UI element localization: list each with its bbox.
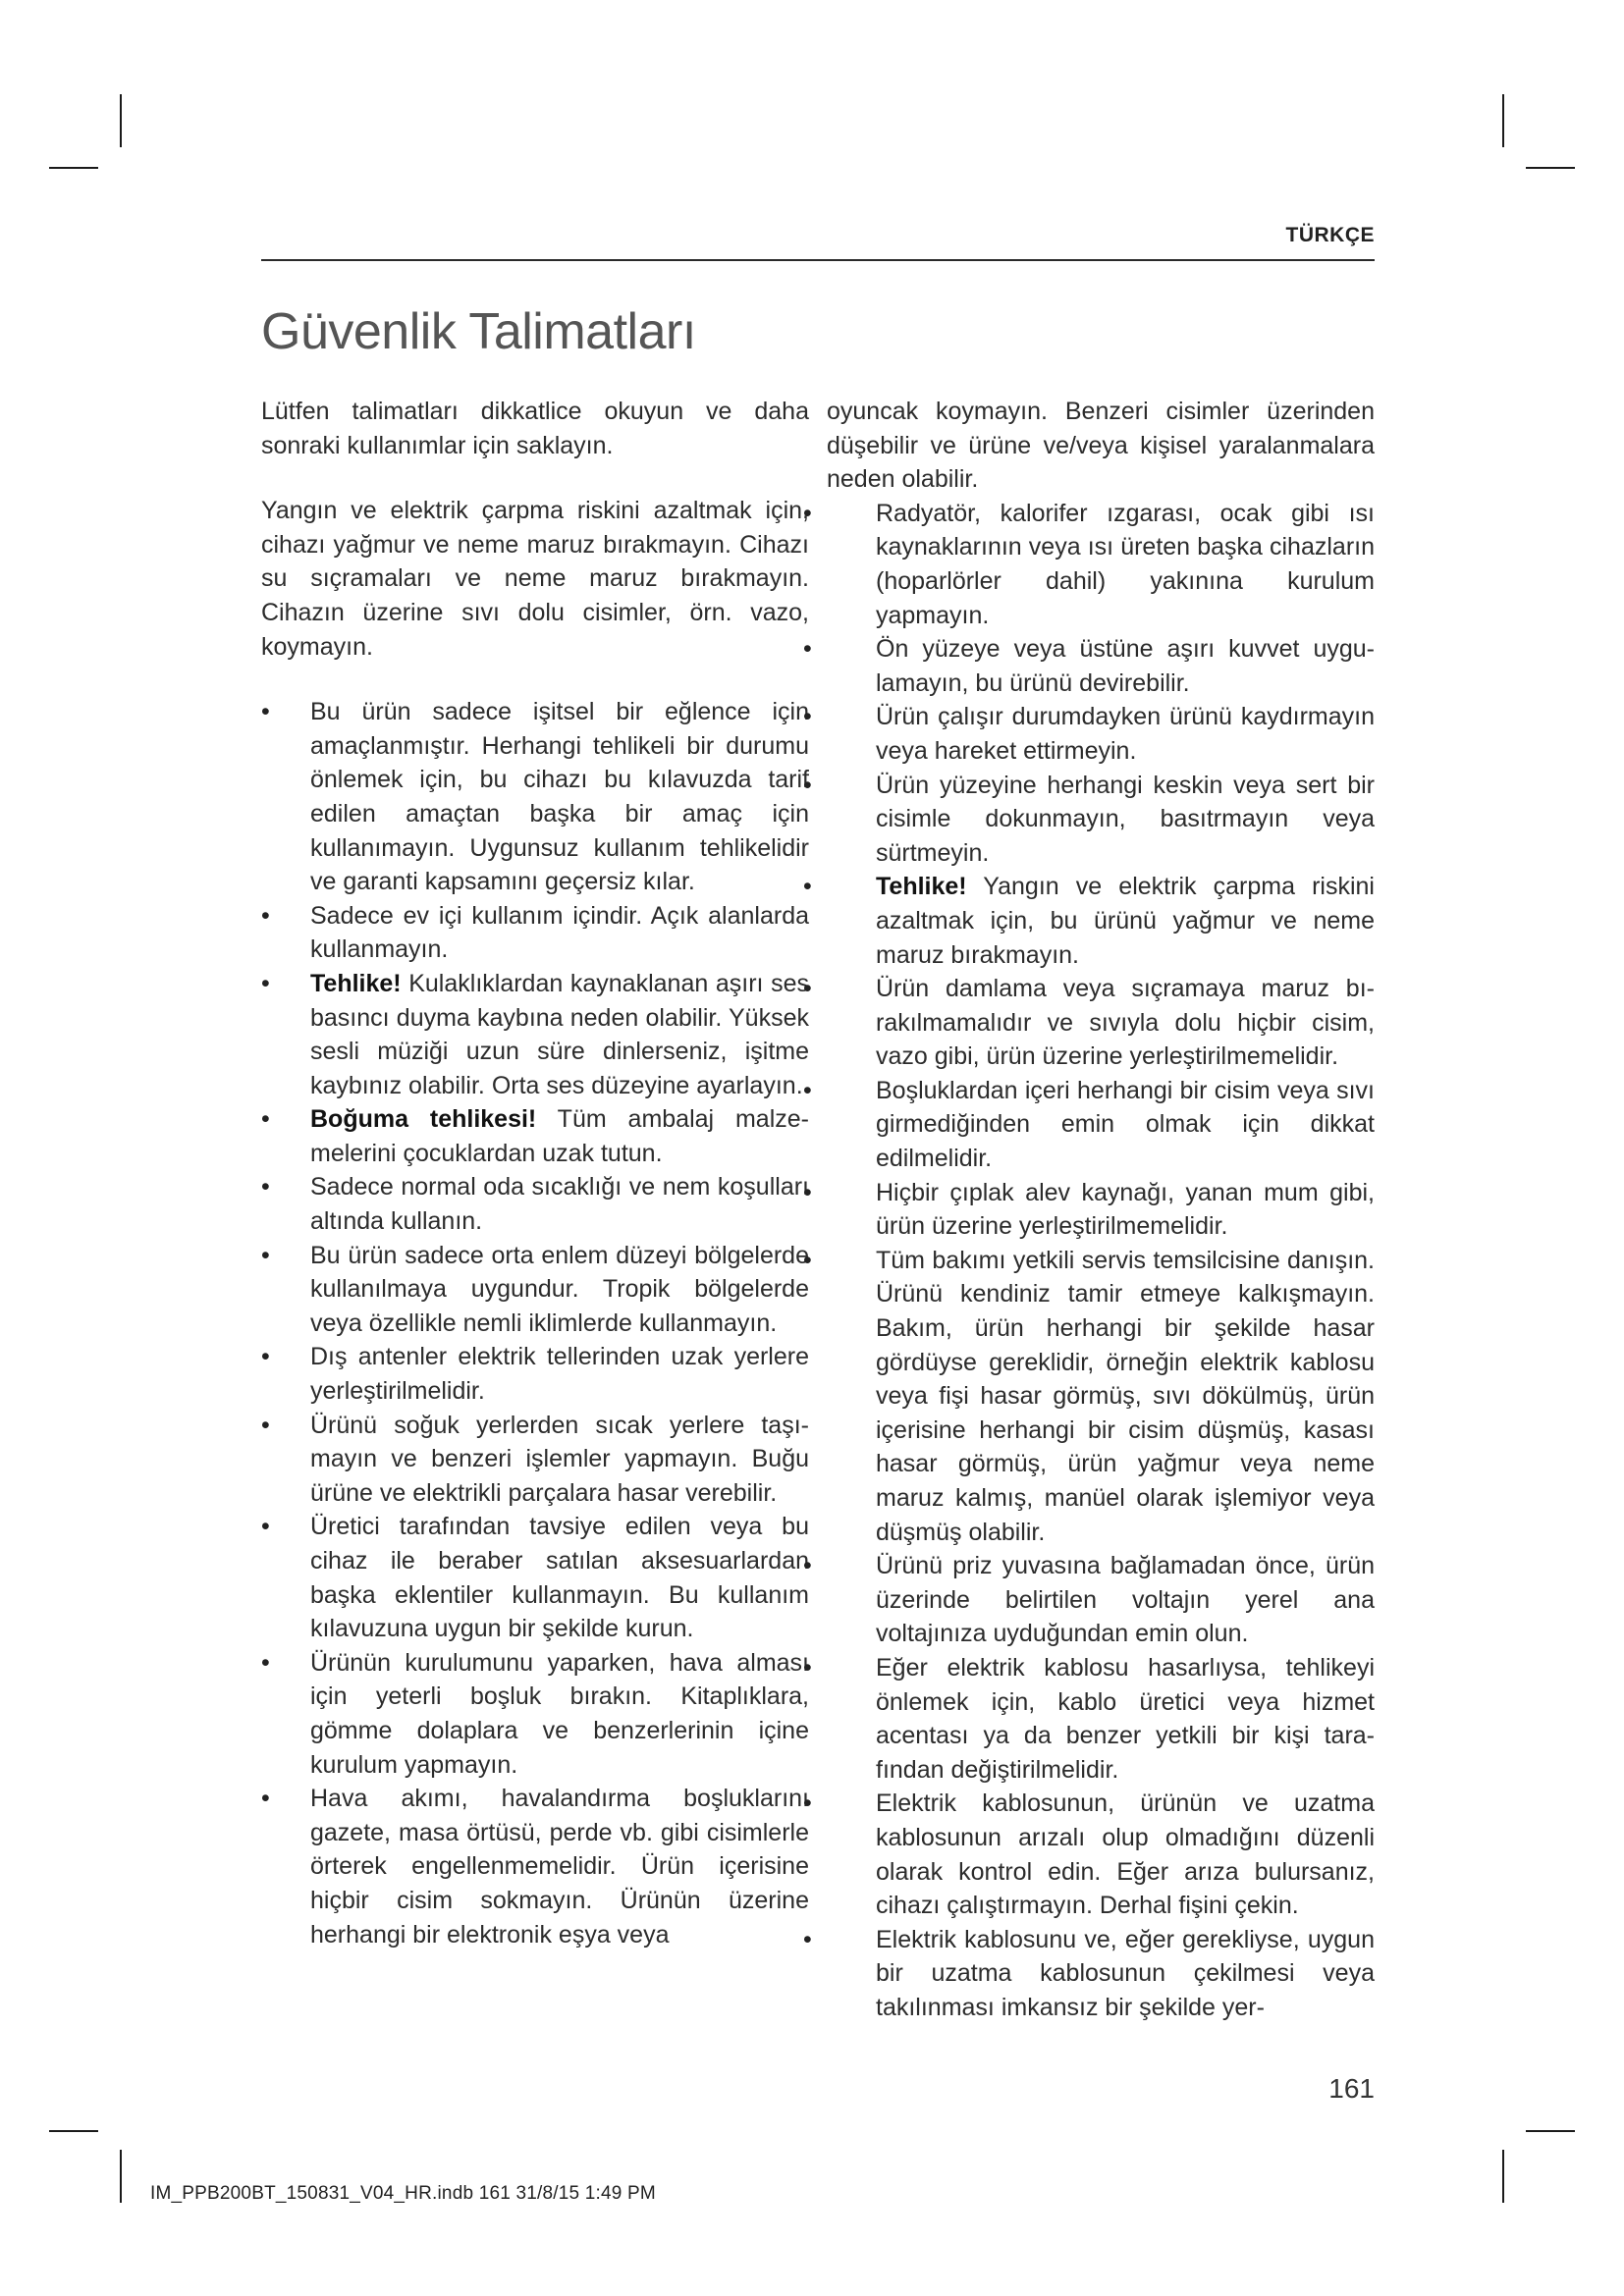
list-item-text: Hiçbir çıplak alev kaynağı, yanan mum gibi, ürün üzerine yerleştirilmemelidir. [876,1178,1375,1241]
list-item-text: Sadece ev içi kullanım içindir. Açık alanlarda kullanmayın. [310,901,809,964]
warning-label: Tehlike! [876,873,967,901]
list-item-text: Hava akımı, havalandırma boşluklarını gazete, masa örtüsü, perde vb. gibi cisimlerle örterek engellenmemelidir. Ürün içerisine hiçbir cisim sokmayın. Ürünün üzerine herhangi bir elektronik eşya veya [310,1785,809,1949]
list-item [827,1244,1375,1549]
list-item-text: Bu ürün sadece işitsel bir eğlence için amaçlanmıştır. Herhangi tehlikeli bir durumu önlemek için, bu cihazı bu kılavuzda tarif edilen amaçtan başka bir amaç için kullanımayın. Uygunsuz kullanım tehlikelidir ve garanti kapsamını geçersiz kılar. [310,698,809,896]
list-item [827,870,1375,972]
list-item [261,1409,809,1511]
intro-paragraph: Lütfen talimatları dikkatlice okuyun ve daha sonraki kullanımlar için saklayın. [261,398,809,459]
right-column [827,395,1375,2025]
list-item [261,1170,809,1238]
crop-mark-top-right-vertical [1502,94,1504,147]
safety-list-right [827,497,1375,2025]
list-item-text: Eğer elektrik kablosu hasarlıysa, tehlikeyi önlemek için, kablo üretici veya hizmet acentası ya da benzer yetkili bir kişi tarafından değiştirilmelidir. [876,1653,1375,1784]
list-item [827,1787,1375,1922]
list-item-text: Ürün damlama veya sıçramaya maruz bırakılmamalıdır ve sıvıyla dolu hiçbir cisim, vazo gibi, ürün üzerine yerleştirilmemelidir. [876,975,1375,1071]
list-item-text: Ürünün kurulumunu yaparken, hava alması için yeterli boşluk bırakın. Kitaplıklara, gömme dolaplara ve benzerlerinin içine kurulum yapmayın. [310,1648,809,1779]
language-label: TÜRKÇE [1285,224,1375,246]
page-title: Güvenlik Talimatları [261,303,696,360]
crop-mark-top-right-horizontal [1526,167,1575,169]
warning-label: Tehlike! [310,969,402,997]
list-item-text: Ön yüzeye veya üstüne aşırı kuvvet uygulamayın, bu ürünü devirebilir. [876,635,1375,697]
intro-paragraph: Yangın ve elektrik çarpma riskini azaltmak için, cihazı yağmur ve neme maruz bırakmayın. Cihazı su sıçramaları ve neme maruz bırakmayın. Cihazın üzerine sıvı dolu cisimler, örn. vazo, koymayın. [261,497,809,661]
list-item [827,972,1375,1074]
list-item-text: Boşluklardan içeri herhangi bir cisim veya sıvı girmediğinden emin olmak için dikkat edilmelidir. [876,1076,1375,1173]
list-item [827,1651,1375,1787]
crop-mark-bottom-right-vertical [1502,2150,1504,2203]
list-item [827,632,1375,700]
list-item-text: Kulaklıklardan kaynaklanan aşırı ses basıncı duyma kaybına neden olabilir. Yüksek sesli müziği uzun süre dinlerseniz, işitme kaybınız olabilir. Orta ses düzeyine ayarlayın. [310,969,809,1099]
list-item-text: Radyatör, kalorifer ızgarası, ocak gibi ısı kaynaklarının veya ısı üreten başka cihazların (hoparlörler dahil) yakınına kurulum yapmayın. [876,499,1375,629]
warning-label: Boğuma tehlikesi! [310,1105,537,1134]
list-item-text: Tüm bakımı yetkili servis temsilcisine danışın. Ürünü kendiniz tamir etmeye kalkışmayın. Bakım, ürün herhangi bir şekilde hasar gördüyse gereklidir, örneğin elektrik kablosu veya fişi hasar görmüş, sıvı dökülmüş, ürün içerisine herhangi bir cisim düşmüş, kasası hasar görmüş, ürün yağmur veya neme maruz kalmış, manüel olarak işlemiyor veya düşmüş olabilir. [876,1246,1375,1546]
list-item-text: Yangın ve elektrik çarpma riskini azaltmak için, bu ürünü yağmur ve neme maruz bırakmayın. [876,873,1375,969]
list-item [261,695,809,899]
left-column [261,395,809,1951]
list-item [261,967,809,1102]
footer-file-info: IM_PPB200BT_150831_V04_HR.indb 161 31/8/15 1:49 PM [150,2183,656,2204]
list-item [827,769,1375,871]
list-item [827,497,1375,632]
list-item [827,1074,1375,1176]
list-item [261,1782,809,1951]
page-number: 161 [1328,2073,1375,2104]
list-item [261,1239,809,1341]
list-item [827,1549,1375,1651]
list-item-text: Elektrik kablosunun, ürünün ve uzatma kablosunun arızalı olup olmadığını düzenli olarak kontrol edin. Eğer arıza bulursanız, cihazı çalıştırmayın. Derhal fişini çekin. [876,1789,1375,1920]
header-rule [261,259,1375,261]
list-item-text: Dış antenler elektrik tellerinden uzak yerlere yerleştirilmelidir. [310,1343,809,1406]
crop-mark-bottom-left-vertical [120,2150,122,2203]
continuation-paragraph: oyuncak koymayın. Benzeri cisimler üzerinden düşebilir ve ürüne ve/veya kişisel yaralanmalara neden olabilir. [827,398,1375,494]
list-item-text: Ürün yüzeyine herhangi keskin veya sert bir cisimle dokunmayın, basıtrmayın veya sürtmeyin. [876,771,1375,867]
list-item [261,899,809,967]
list-item-text: Tüm ambalaj malzemelerini çocuklardan uzak tutun. [310,1105,809,1167]
list-item [827,700,1375,768]
safety-list-left [261,695,809,1951]
list-item-text: Elektrik kablosunu ve, eğer gerekliyse, uygun bir uzatma kablosunun çekilmesi veya takılınması imkansız bir şekilde yer- [876,1925,1375,2021]
list-item [261,1102,809,1170]
list-item-text: Bu ürün sadece orta enlem düzeyi bölgelerde kullanılmaya uygundur. Tropik bölgelerde veya özellikle nemli iklimlerde kullanmayın. [310,1241,809,1337]
crop-mark-top-left-vertical [120,94,122,147]
list-item-text: Sadece normal oda sıcaklığı ve nem koşulları altında kullanın. [310,1173,809,1236]
crop-mark-bottom-right-horizontal [1526,2130,1575,2132]
list-item [827,1176,1375,1244]
list-item [827,1923,1375,2025]
list-item-text: Ürün çalışır durumdayken ürünü kaydırmayın veya hareket ettirmeyin. [876,703,1375,765]
crop-mark-top-left-horizontal [49,167,98,169]
list-item [261,1646,809,1782]
list-item [261,1340,809,1408]
crop-mark-bottom-left-horizontal [49,2130,98,2132]
list-item [261,1510,809,1645]
list-item-text: Ürünü soğuk yerlerden sıcak yerlere taşımayın ve benzeri işlemler yapmayın. Buğu ürüne ve elektrikli parçalara hasar verebilir. [310,1411,809,1507]
list-item-text: Ürünü priz yuvasına bağlamadan önce, ürün üzerinde belirtilen voltajın yerel ana voltajınıza uyduğundan emin olun. [876,1552,1375,1648]
list-item-text: Üretici tarafından tavsiye edilen veya bu cihaz ile beraber satılan aksesuarlardan başka eklentiler kullanmayın. Bu kullanım kılavuzuna uygun bir şekilde kurun. [310,1513,809,1643]
